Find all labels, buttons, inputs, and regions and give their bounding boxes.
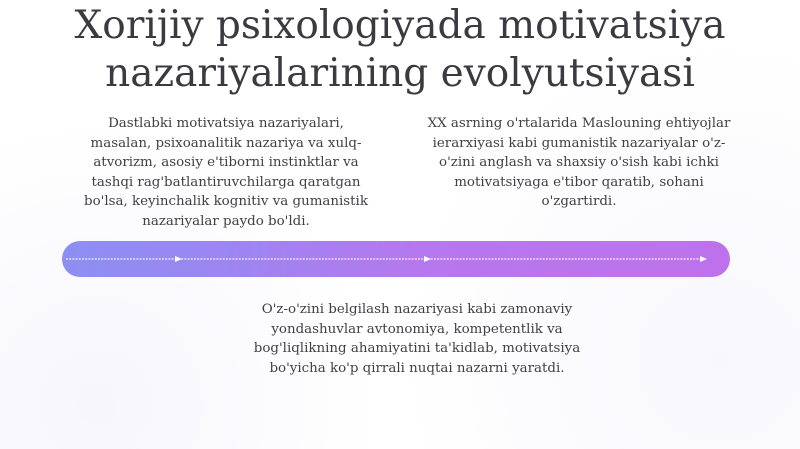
timeline-arrow-2 xyxy=(424,256,431,262)
timeline-arrow-3 xyxy=(700,256,707,262)
timeline-bar xyxy=(62,241,730,277)
text-block-humanistic-theories: XX asrning o'rtalarida Maslouning ehtiyojlar ierarxiyasi kabi gumanistik nazariyalar o'z-o'zini anglash va shaxsiy o'sish kabi ichki motivatsiyaga e'tibor qaratib, sohani o'zgartirdi. xyxy=(427,116,731,209)
text-block-early-theories: Dastlabki motivatsiya nazariyalari, masalan, psixoanalitik nazariya va xulq-atvorizm, asosiy e'tiborni instinktlar va tashqi rag'batlantiruvchilarga qaratgan bo'lsa, keyinchalik kognitiv va gumanistik nazariyalar paydo bo'ldi. xyxy=(84,116,368,229)
page-title xyxy=(0,2,800,98)
timeline-graphic xyxy=(62,241,730,277)
text-block-modern-approaches: O'z-o'zini belgilash nazariyasi kabi zamonaviy yondashuvlar avtonomiya, kompetentlik va bog'liqlikning ahamiyatini ta'kidlab, motivatsiya bo'yicha ko'p qirrali nuqtai nazarni yaratdi. xyxy=(253,302,581,376)
timeline-arrow-1 xyxy=(175,256,182,262)
title-line-1: Xorijiy psixologiyada motivatsiya xyxy=(74,3,726,48)
title-line-2: nazariyalarining evolyutsiyasi xyxy=(105,51,695,96)
